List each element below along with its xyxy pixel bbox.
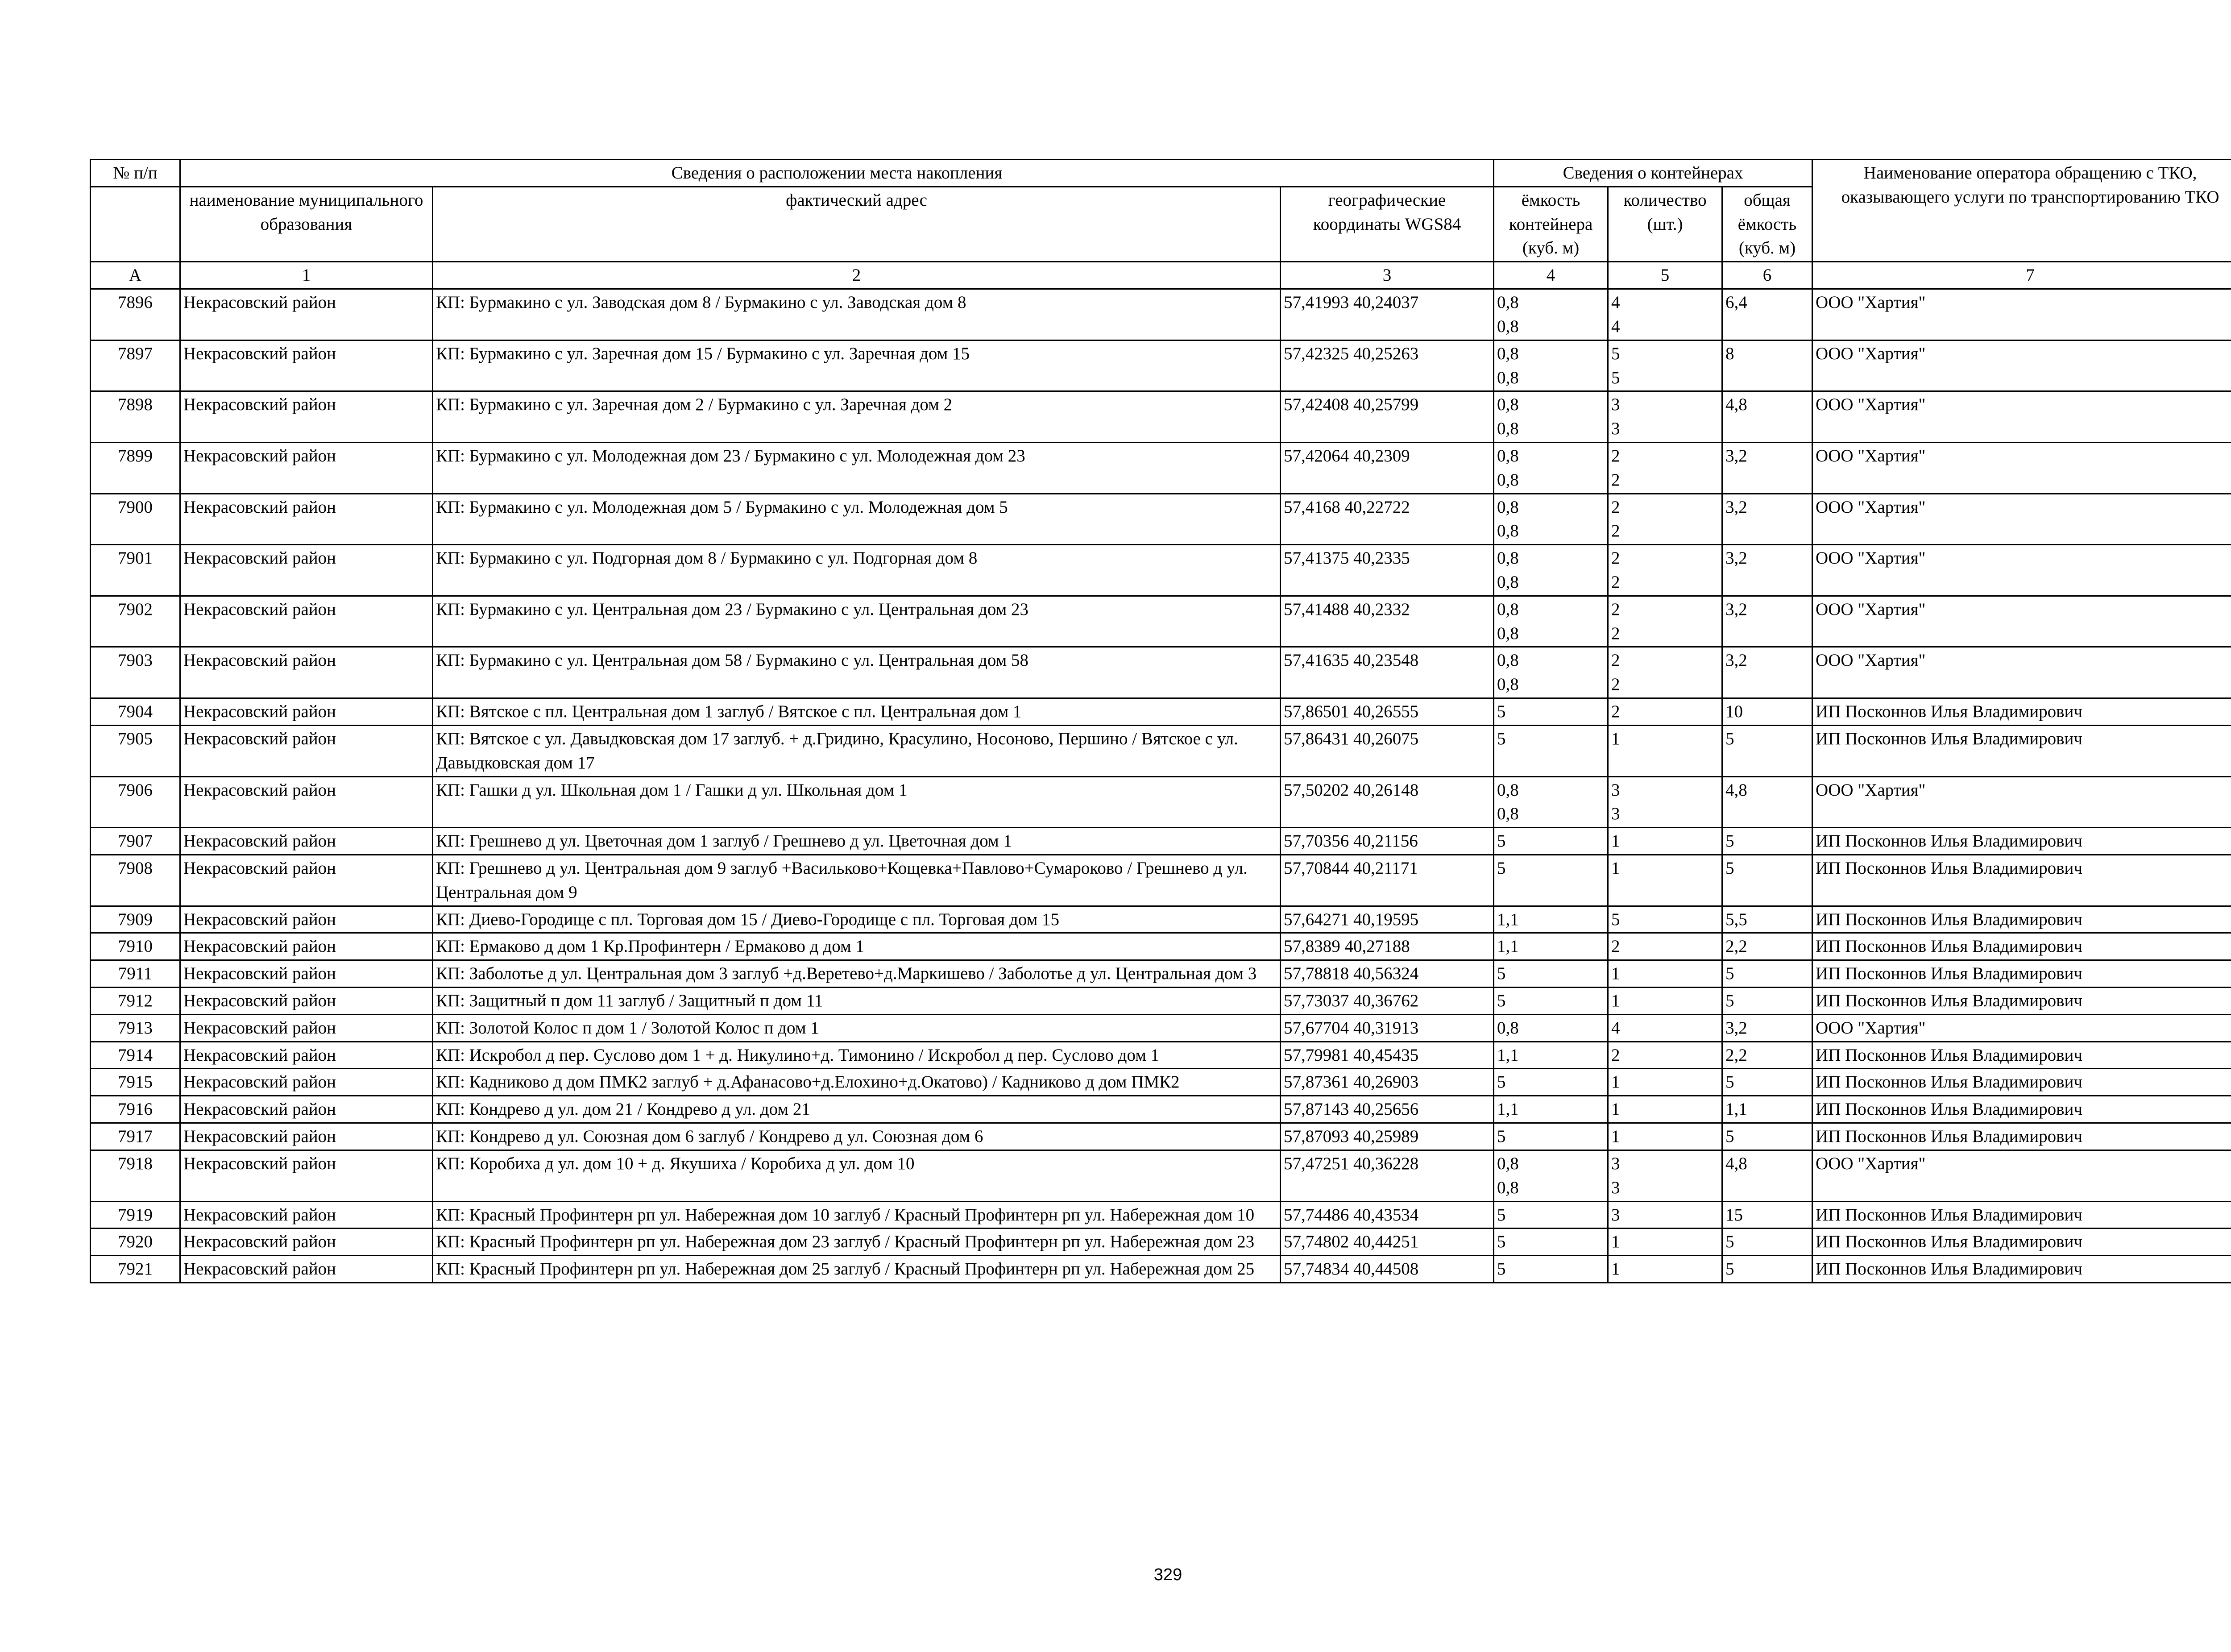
row-number: 7915	[91, 1069, 180, 1096]
coords-cell: 57,74834 40,44508	[1281, 1256, 1494, 1283]
row-number: 7912	[91, 988, 180, 1015]
table-row	[91, 960, 2231, 988]
address-cell: КП: Красный Профинтерн рп ул. Набережная дом 25 заглуб / Красный Профинтерн рп ул. Набережная дом 25	[433, 1256, 1281, 1283]
total-cell: 2,2	[1722, 1042, 1812, 1069]
operator-cell: ООО "Хартия"	[1812, 1150, 2231, 1201]
quantity-cell: 1	[1608, 855, 1722, 906]
municipality-cell: Некрасовский район	[180, 494, 433, 545]
capacity-cell: 0,8 0,8	[1494, 289, 1608, 340]
table-row	[91, 906, 2231, 933]
coords-cell: 57,41488 40,2332	[1281, 596, 1494, 647]
operator-cell: ИП Посконнов Илья Владимирович	[1812, 1201, 2231, 1229]
row-number: 7919	[91, 1201, 180, 1229]
operator-cell: ООО "Хартия"	[1812, 596, 2231, 647]
coords-cell: 57,41375 40,2335	[1281, 545, 1494, 596]
operator-cell: ООО "Хартия"	[1812, 391, 2231, 443]
quantity-cell: 1	[1608, 725, 1722, 776]
capacity-cell: 5	[1494, 1229, 1608, 1256]
operator-cell: ИП Посконнов Илья Владимирович	[1812, 828, 2231, 855]
operator-cell: ИП Посконнов Илья Владимирович	[1812, 933, 2231, 960]
capacity-cell: 5	[1494, 960, 1608, 988]
address-cell: КП: Кондрево д ул. дом 21 / Кондрево д ул. дом 21	[433, 1096, 1281, 1123]
header-total: общая ёмкость (куб. м)	[1722, 187, 1812, 261]
total-cell: 3,2	[1722, 494, 1812, 545]
total-cell: 8	[1722, 340, 1812, 391]
capacity-cell: 0,8	[1494, 1014, 1608, 1042]
municipality-cell: Некрасовский район	[180, 289, 433, 340]
coords-cell: 57,79981 40,45435	[1281, 1042, 1494, 1069]
total-cell: 3,2	[1722, 442, 1812, 494]
total-cell: 1,1	[1722, 1096, 1812, 1123]
quantity-cell: 1	[1608, 960, 1722, 988]
table-row	[91, 596, 2231, 647]
index-cell: 5	[1608, 262, 1722, 289]
index-cell: 2	[433, 262, 1281, 289]
municipality-cell: Некрасовский район	[180, 988, 433, 1015]
total-cell: 6,4	[1722, 289, 1812, 340]
row-number: 7921	[91, 1256, 180, 1283]
total-cell: 5,5	[1722, 906, 1812, 933]
total-cell: 5	[1722, 855, 1812, 906]
operator-cell: ИП Посконнов Илья Владимирович	[1812, 725, 2231, 776]
header-container-group: Сведения о контейнерах	[1494, 160, 1812, 187]
quantity-cell: 2 2	[1608, 545, 1722, 596]
address-cell: КП: Бурмакино с ул. Молодежная дом 23 / Бурмакино с ул. Молодежная дом 23	[433, 442, 1281, 494]
total-cell: 3,2	[1722, 647, 1812, 698]
table-row	[91, 1042, 2231, 1069]
operator-cell: ООО "Хартия"	[1812, 494, 2231, 545]
total-cell: 10	[1722, 698, 1812, 726]
quantity-cell: 3 3	[1608, 1150, 1722, 1201]
address-cell: КП: Бурмакино с ул. Заречная дом 15 / Бурмакино с ул. Заречная дом 15	[433, 340, 1281, 391]
capacity-cell: 0,8 0,8	[1494, 1150, 1608, 1201]
row-number: 7920	[91, 1229, 180, 1256]
quantity-cell: 5 5	[1608, 340, 1722, 391]
operator-cell: ИП Посконнов Илья Владимирович	[1812, 1256, 2231, 1283]
capacity-cell: 0,8 0,8	[1494, 340, 1608, 391]
header-capacity: ёмкость контейнера (куб. м)	[1494, 187, 1608, 261]
total-cell: 3,2	[1722, 596, 1812, 647]
coords-cell: 57,42325 40,25263	[1281, 340, 1494, 391]
municipality-cell: Некрасовский район	[180, 933, 433, 960]
header-coords: географические координаты WGS84	[1281, 187, 1494, 261]
registry-table	[90, 159, 2231, 1283]
capacity-cell: 0,8 0,8	[1494, 596, 1608, 647]
operator-cell: ООО "Хартия"	[1812, 545, 2231, 596]
index-cell: 4	[1494, 262, 1608, 289]
row-number: 7914	[91, 1042, 180, 1069]
capacity-cell: 0,8 0,8	[1494, 494, 1608, 545]
quantity-cell: 1	[1608, 988, 1722, 1015]
address-cell: КП: Защитный п дом 11 заглуб / Защитный п дом 11	[433, 988, 1281, 1015]
capacity-cell: 5	[1494, 828, 1608, 855]
coords-cell: 57,70844 40,21171	[1281, 855, 1494, 906]
row-number: 7905	[91, 725, 180, 776]
municipality-cell: Некрасовский район	[180, 1201, 433, 1229]
total-cell: 5	[1722, 1256, 1812, 1283]
quantity-cell: 1	[1608, 1123, 1722, 1150]
quantity-cell: 1	[1608, 1229, 1722, 1256]
index-cell: 6	[1722, 262, 1812, 289]
capacity-cell: 0,8 0,8	[1494, 442, 1608, 494]
quantity-cell: 4	[1608, 1014, 1722, 1042]
row-number: 7911	[91, 960, 180, 988]
municipality-cell: Некрасовский район	[180, 1123, 433, 1150]
municipality-cell: Некрасовский район	[180, 596, 433, 647]
quantity-cell: 2	[1608, 933, 1722, 960]
header-index-row	[91, 262, 2231, 289]
capacity-cell: 5	[1494, 1201, 1608, 1229]
index-cell: 1	[180, 262, 433, 289]
coords-cell: 57,70356 40,21156	[1281, 828, 1494, 855]
row-number: 7917	[91, 1123, 180, 1150]
operator-cell: ИП Посконнов Илья Владимирович	[1812, 906, 2231, 933]
row-number: 7918	[91, 1150, 180, 1201]
coords-cell: 57,64271 40,19595	[1281, 906, 1494, 933]
coords-cell: 57,87143 40,25656	[1281, 1096, 1494, 1123]
municipality-cell: Некрасовский район	[180, 1014, 433, 1042]
capacity-cell: 0,8 0,8	[1494, 647, 1608, 698]
address-cell: КП: Бурмакино с ул. Центральная дом 23 / Бурмакино с ул. Центральная дом 23	[433, 596, 1281, 647]
capacity-cell: 5	[1494, 988, 1608, 1015]
municipality-cell: Некрасовский район	[180, 391, 433, 443]
table-row	[91, 494, 2231, 545]
operator-cell: ООО "Хартия"	[1812, 442, 2231, 494]
header-quantity: количество (шт.)	[1608, 187, 1722, 261]
operator-cell: ООО "Хартия"	[1812, 776, 2231, 828]
row-number: 7904	[91, 698, 180, 726]
total-cell: 15	[1722, 1201, 1812, 1229]
index-cell: 3	[1281, 262, 1494, 289]
municipality-cell: Некрасовский район	[180, 1229, 433, 1256]
quantity-cell: 2	[1608, 1042, 1722, 1069]
table-row	[91, 698, 2231, 726]
row-number: 7901	[91, 545, 180, 596]
header-operator: Наименование оператора обращению с ТКО, оказывающего услуги по транспортированию ТКО	[1812, 160, 2231, 262]
municipality-cell: Некрасовский район	[180, 776, 433, 828]
coords-cell: 57,86501 40,26555	[1281, 698, 1494, 726]
quantity-cell: 1	[1608, 1256, 1722, 1283]
coords-cell: 57,86431 40,26075	[1281, 725, 1494, 776]
municipality-cell: Некрасовский район	[180, 960, 433, 988]
total-cell: 4,8	[1722, 1150, 1812, 1201]
total-cell: 4,8	[1722, 776, 1812, 828]
total-cell: 5	[1722, 1123, 1812, 1150]
coords-cell: 57,87093 40,25989	[1281, 1123, 1494, 1150]
total-cell: 5	[1722, 1229, 1812, 1256]
address-cell: КП: Бурмакино с ул. Центральная дом 58 / Бурмакино с ул. Центральная дом 58	[433, 647, 1281, 698]
coords-cell: 57,42064 40,2309	[1281, 442, 1494, 494]
quantity-cell: 5	[1608, 906, 1722, 933]
total-cell: 5	[1722, 988, 1812, 1015]
capacity-cell: 0,8 0,8	[1494, 776, 1608, 828]
quantity-cell: 2 2	[1608, 442, 1722, 494]
municipality-cell: Некрасовский район	[180, 647, 433, 698]
address-cell: КП: Коробиха д ул. дом 10 + д. Якушиха / Коробиха д ул. дом 10	[433, 1150, 1281, 1201]
municipality-cell: Некрасовский район	[180, 1256, 433, 1283]
municipality-cell: Некрасовский район	[180, 1096, 433, 1123]
municipality-cell: Некрасовский район	[180, 1042, 433, 1069]
address-cell: КП: Вятское с пл. Центральная дом 1 заглуб / Вятское с пл. Центральная дом 1	[433, 698, 1281, 726]
table-row	[91, 1256, 2231, 1283]
municipality-cell: Некрасовский район	[180, 442, 433, 494]
address-cell: КП: Искробол д пер. Суслово дом 1 + д. Никулино+д. Тимонино / Искробол д пер. Суслово дом 1	[433, 1042, 1281, 1069]
row-number: 7900	[91, 494, 180, 545]
header-address: фактический адрес	[433, 187, 1281, 261]
table-row	[91, 1150, 2231, 1201]
municipality-cell: Некрасовский район	[180, 855, 433, 906]
quantity-cell: 1	[1608, 1096, 1722, 1123]
table-row	[91, 828, 2231, 855]
row-number: 7899	[91, 442, 180, 494]
coords-cell: 57,87361 40,26903	[1281, 1069, 1494, 1096]
operator-cell: ИП Посконнов Илья Владимирович	[1812, 1042, 2231, 1069]
row-number: 7898	[91, 391, 180, 443]
row-number: 7908	[91, 855, 180, 906]
capacity-cell: 5	[1494, 725, 1608, 776]
quantity-cell: 1	[1608, 1069, 1722, 1096]
operator-cell: ИП Посконнов Илья Владимирович	[1812, 960, 2231, 988]
table-body	[91, 289, 2231, 1283]
municipality-cell: Некрасовский район	[180, 1069, 433, 1096]
row-number: 7896	[91, 289, 180, 340]
quantity-cell: 3	[1608, 1201, 1722, 1229]
address-cell: КП: Грешнево д ул. Цветочная дом 1 заглуб / Грешнево д ул. Цветочная дом 1	[433, 828, 1281, 855]
capacity-cell: 1,1	[1494, 1096, 1608, 1123]
coords-cell: 57,41993 40,24037	[1281, 289, 1494, 340]
municipality-cell: Некрасовский район	[180, 1150, 433, 1201]
table-row	[91, 1123, 2231, 1150]
address-cell: КП: Бурмакино с ул. Заречная дом 2 / Бурмакино с ул. Заречная дом 2	[433, 391, 1281, 443]
total-cell: 3,2	[1722, 1014, 1812, 1042]
quantity-cell: 2	[1608, 698, 1722, 726]
capacity-cell: 1,1	[1494, 933, 1608, 960]
row-number: 7913	[91, 1014, 180, 1042]
row-number: 7907	[91, 828, 180, 855]
table-row	[91, 1096, 2231, 1123]
municipality-cell: Некрасовский район	[180, 725, 433, 776]
table-row	[91, 988, 2231, 1015]
coords-cell: 57,47251 40,36228	[1281, 1150, 1494, 1201]
table-row	[91, 725, 2231, 776]
total-cell: 3,2	[1722, 545, 1812, 596]
coords-cell: 57,74486 40,43534	[1281, 1201, 1494, 1229]
quantity-cell: 3 3	[1608, 776, 1722, 828]
operator-cell: ИП Посконнов Илья Владимирович	[1812, 988, 2231, 1015]
municipality-cell: Некрасовский район	[180, 906, 433, 933]
table-row	[91, 776, 2231, 828]
row-number: 7902	[91, 596, 180, 647]
quantity-cell: 2 2	[1608, 647, 1722, 698]
total-cell: 5	[1722, 725, 1812, 776]
total-cell: 5	[1722, 1069, 1812, 1096]
page-number: 329	[1153, 1565, 1182, 1584]
operator-cell: ИП Посконнов Илья Владимирович	[1812, 1096, 2231, 1123]
table-row	[91, 391, 2231, 443]
coords-cell: 57,8389 40,27188	[1281, 933, 1494, 960]
address-cell: КП: Золотой Колос п дом 1 / Золотой Колос п дом 1	[433, 1014, 1281, 1042]
header-num: № п/п	[91, 160, 180, 187]
capacity-cell: 5	[1494, 1123, 1608, 1150]
header-num-blank	[91, 187, 180, 261]
address-cell: КП: Кондрево д ул. Союзная дом 6 заглуб / Кондрево д ул. Союзная дом 6	[433, 1123, 1281, 1150]
address-cell: КП: Красный Профинтерн рп ул. Набережная дом 23 заглуб / Красный Профинтерн рп ул. Набережная дом 23	[433, 1229, 1281, 1256]
table-row	[91, 1069, 2231, 1096]
municipality-cell: Некрасовский район	[180, 340, 433, 391]
capacity-cell: 1,1	[1494, 906, 1608, 933]
operator-cell: ИП Посконнов Илья Владимирович	[1812, 855, 2231, 906]
coords-cell: 57,41635 40,23548	[1281, 647, 1494, 698]
header-municipality: наименование муниципального образования	[180, 187, 433, 261]
operator-cell: ООО "Хартия"	[1812, 647, 2231, 698]
capacity-cell: 0,8 0,8	[1494, 391, 1608, 443]
municipality-cell: Некрасовский район	[180, 698, 433, 726]
coords-cell: 57,4168 40,22722	[1281, 494, 1494, 545]
row-number: 7903	[91, 647, 180, 698]
address-cell: КП: Красный Профинтерн рп ул. Набережная дом 10 заглуб / Красный Профинтерн рп ул. Набережная дом 10	[433, 1201, 1281, 1229]
row-number: 7897	[91, 340, 180, 391]
capacity-cell: 5	[1494, 698, 1608, 726]
operator-cell: ООО "Хартия"	[1812, 1014, 2231, 1042]
quantity-cell: 2 2	[1608, 494, 1722, 545]
index-cell: А	[91, 262, 180, 289]
coords-cell: 57,74802 40,44251	[1281, 1229, 1494, 1256]
address-cell: КП: Вятское с ул. Давыдковская дом 17 заглуб. + д.Гридино, Красулино, Носоново, Першино / Вятское с ул. Давыдковская дом 17	[433, 725, 1281, 776]
row-number: 7909	[91, 906, 180, 933]
address-cell: КП: Бурмакино с ул. Заводская дом 8 / Бурмакино с ул. Заводская дом 8	[433, 289, 1281, 340]
header-location-group: Сведения о расположении места накопления	[180, 160, 1494, 187]
operator-cell: ООО "Хартия"	[1812, 289, 2231, 340]
address-cell: КП: Заболотье д ул. Центральная дом 3 заглуб +д.Веретево+д.Маркишево / Заболотье д ул. Центральная дом 3	[433, 960, 1281, 988]
table-row	[91, 855, 2231, 906]
quantity-cell: 3 3	[1608, 391, 1722, 443]
row-number: 7916	[91, 1096, 180, 1123]
coords-cell: 57,73037 40,36762	[1281, 988, 1494, 1015]
capacity-cell: 5	[1494, 1256, 1608, 1283]
address-cell: КП: Грешнево д ул. Центральная дом 9 заглуб +Васильково+Кощевка+Павлово+Сумароково / Грешнево д ул. Центральная дом 9	[433, 855, 1281, 906]
municipality-cell: Некрасовский район	[180, 828, 433, 855]
quantity-cell: 4 4	[1608, 289, 1722, 340]
table-row	[91, 340, 2231, 391]
table-row	[91, 545, 2231, 596]
quantity-cell: 1	[1608, 828, 1722, 855]
capacity-cell: 5	[1494, 855, 1608, 906]
address-cell: КП: Гашки д ул. Школьная дом 1 / Гашки д ул. Школьная дом 1	[433, 776, 1281, 828]
row-number: 7906	[91, 776, 180, 828]
coords-cell: 57,78818 40,56324	[1281, 960, 1494, 988]
index-cell: 7	[1812, 262, 2231, 289]
operator-cell: ИП Посконнов Илья Владимирович	[1812, 698, 2231, 726]
total-cell: 4,8	[1722, 391, 1812, 443]
coords-cell: 57,67704 40,31913	[1281, 1014, 1494, 1042]
address-cell: КП: Кадниково д дом ПМК2 заглуб + д.Афанасово+д.Елохино+д.Окатово) / Кадниково д дом ПМК2	[433, 1069, 1281, 1096]
table-row	[91, 1014, 2231, 1042]
table-row	[91, 933, 2231, 960]
table-row	[91, 1201, 2231, 1229]
table-row	[91, 289, 2231, 340]
row-number: 7910	[91, 933, 180, 960]
capacity-cell: 0,8 0,8	[1494, 545, 1608, 596]
table-row	[91, 442, 2231, 494]
capacity-cell: 5	[1494, 1069, 1608, 1096]
total-cell: 5	[1722, 960, 1812, 988]
address-cell: КП: Ермаково д дом 1 Кр.Профинтерн / Ермаково д дом 1	[433, 933, 1281, 960]
quantity-cell: 2 2	[1608, 596, 1722, 647]
operator-cell: ИП Посконнов Илья Владимирович	[1812, 1123, 2231, 1150]
operator-cell: ИП Посконнов Илья Владимирович	[1812, 1069, 2231, 1096]
address-cell: КП: Диево-Городище с пл. Торговая дом 15 / Диево-Городище с пл. Торговая дом 15	[433, 906, 1281, 933]
capacity-cell: 1,1	[1494, 1042, 1608, 1069]
table-row	[91, 1229, 2231, 1256]
table-row	[91, 647, 2231, 698]
coords-cell: 57,50202 40,26148	[1281, 776, 1494, 828]
header-row-1	[91, 160, 2231, 187]
total-cell: 2,2	[1722, 933, 1812, 960]
address-cell: КП: Бурмакино с ул. Молодежная дом 5 / Бурмакино с ул. Молодежная дом 5	[433, 494, 1281, 545]
address-cell: КП: Бурмакино с ул. Подгорная дом 8 / Бурмакино с ул. Подгорная дом 8	[433, 545, 1281, 596]
coords-cell: 57,42408 40,25799	[1281, 391, 1494, 443]
total-cell: 5	[1722, 828, 1812, 855]
municipality-cell: Некрасовский район	[180, 545, 433, 596]
operator-cell: ООО "Хартия"	[1812, 340, 2231, 391]
operator-cell: ИП Посконнов Илья Владимирович	[1812, 1229, 2231, 1256]
